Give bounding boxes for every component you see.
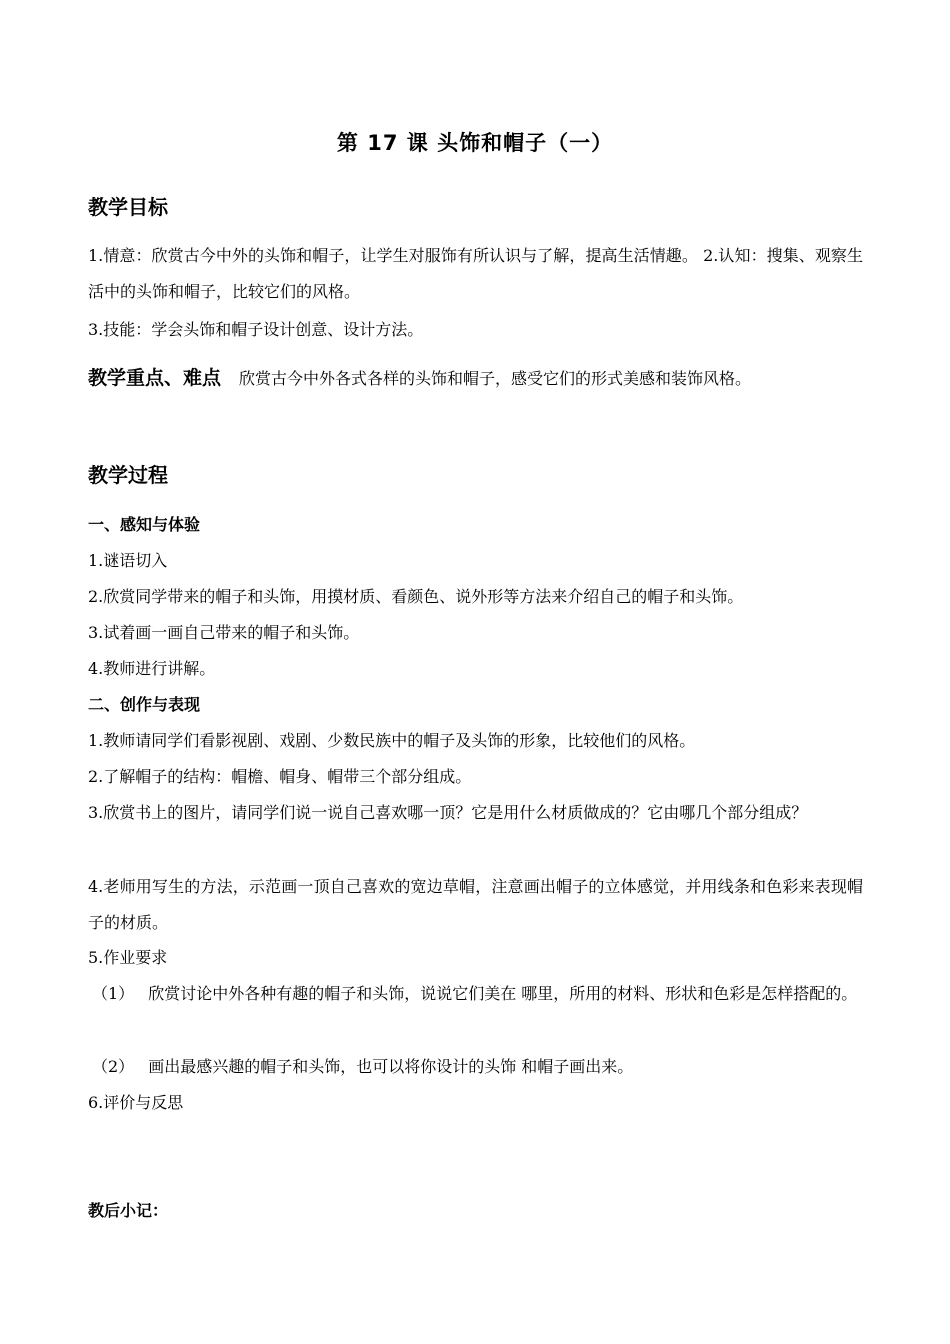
section1-heading: 一、感知与体验: [88, 515, 201, 534]
keypoints-text: 欣赏古今中外各式各样的头饰和帽子，感受它们的形式美感和装饰风格。: [239, 369, 752, 388]
keypoints-row: [88, 364, 888, 393]
objectives-paragraph: 1.情意：欣赏古今中外的头饰和帽子，让学生对服饰有所认识与了解，提高生活情趣。 2.认知：搜集、观察生活中的头饰和帽子，比较它们的风格。: [88, 246, 863, 301]
section1-item-4: 4.教师进行讲解。: [88, 659, 216, 678]
homework-sub-2-tag: （2）: [92, 1057, 135, 1076]
section2-item-1: 1.教师请同学们看影视剧、戏剧、少数民族中的帽子及头饰的形象，比较他们的风格。: [88, 731, 696, 750]
section2-item-4: 4.老师用写生的方法，示范画一顶自己喜欢的宽边草帽，注意画出帽子的立体感觉，并用线条和色彩来表现帽子的材质。: [88, 877, 863, 932]
homework-sub-2-text: 画出最感兴趣的帽子和头饰，也可以将你设计的头饰 和帽子画出来。: [148, 1057, 634, 1076]
homework-sub-2: [92, 1049, 864, 1085]
notes-label: 教后小记：: [88, 1201, 169, 1220]
homework-sub-1-tag: （1）: [92, 984, 135, 1003]
objectives-item-3: 3.技能：学会头饰和帽子设计创意、设计方法。: [88, 320, 424, 339]
objectives-heading: 教学目标: [88, 195, 168, 219]
section1-item-2: 2.欣赏同学带来的帽子和头饰，用摸材质、看颜色、说外形等方法来介绍自己的帽子和头饰。: [88, 587, 744, 606]
homework-sub-1-text: 欣赏讨论中外各种有趣的帽子和头饰，说说它们美在 哪里，所用的材料、形状和色彩是怎样搭配的。: [148, 984, 858, 1003]
section2-item-3: 3.欣赏书上的图片，请同学们说一说自己喜欢哪一顶？它是用什么材质做成的？它由哪几个部分组成？: [88, 803, 808, 822]
process-heading: 教学过程: [88, 463, 168, 487]
section2-item-6: 6.评价与反思: [88, 1093, 184, 1112]
section1-item-1: 1.谜语切入: [88, 551, 168, 570]
section2-heading: 二、创作与表现: [88, 695, 201, 714]
homework-sub-1: [92, 976, 864, 1012]
section1-item-3: 3.试着画一画自己带来的帽子和头饰。: [88, 623, 360, 642]
keypoints-label: 教学重点、难点: [88, 367, 222, 389]
section2-item-2: 2.了解帽子的结构：帽檐、帽身、帽带三个部分组成。: [88, 767, 472, 786]
section2-item-5: 5.作业要求: [88, 948, 168, 967]
page-title: 第 17 课 头饰和帽子（一）: [336, 131, 614, 155]
